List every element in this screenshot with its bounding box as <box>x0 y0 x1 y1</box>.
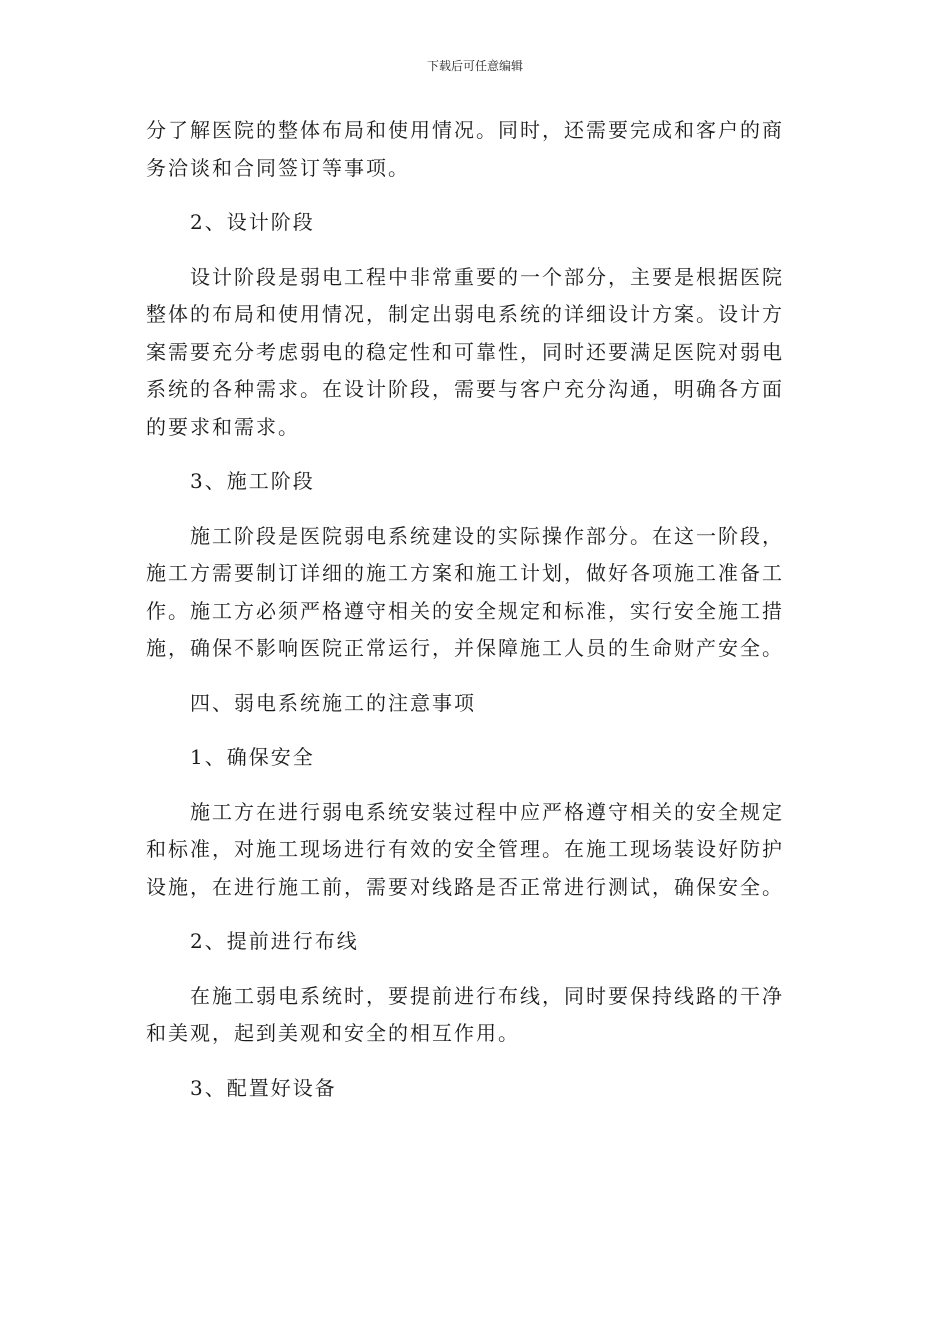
heading-ensure-safety: 1、确保安全 <box>190 745 315 769</box>
page-header: 下载后可任意编辑 <box>426 59 523 73</box>
paragraph-advance-wiring: 在施工弱电系统时，要提前进行布线，同时要保持线路的干净和美观，起到美观和安全的相互作用。 <box>146 983 784 1045</box>
paragraph-design-stage: 设计阶段是弱电工程中非常重要的一个部分，主要是根据医院整体的布局和使用情况，制定出弱电系统的详细设计方案。设计方案需要充分考虑弱电的稳定性和可靠性，同时还要满足医院对弱电系统的各种需求。在设计阶段，需要与客户充分沟通，明确各方面的要求和需求。 <box>146 264 784 439</box>
heading-design-stage: 2、设计阶段 <box>190 210 315 234</box>
paragraph-ensure-safety: 施工方在进行弱电系统安装过程中应严格遵守相关的安全规定和标准，对施工现场进行有效的安全管理。在施工现场装设好防护设施，在进行施工前，需要对线路是否正常进行测试，确保安全。 <box>146 799 784 899</box>
heading-advance-wiring: 2、提前进行布线 <box>190 929 359 953</box>
heading-configure-equipment: 3、配置好设备 <box>190 1075 337 1100</box>
paragraph-continuation: 分了解医院的整体布局和使用情况。同时，还需要完成和客户的商务洽谈和合同签订等事项。 <box>146 118 784 180</box>
heading-construction-stage: 3、施工阶段 <box>190 469 315 493</box>
paragraph-construction-stage: 施工阶段是医院弱电系统建设的实际操作部分。在这一阶段，施工方需要制订详细的施工方案和施工计划，做好各项施工准备工作。施工方必须严格遵守相关的安全规定和标准，实行安全施工措施，确保不影响医院正常运行，并保障施工人员的生命财产安全。 <box>146 523 784 660</box>
heading-section-four: 四、弱电系统施工的注意事项 <box>190 690 476 715</box>
document-body <box>146 112 796 1124</box>
